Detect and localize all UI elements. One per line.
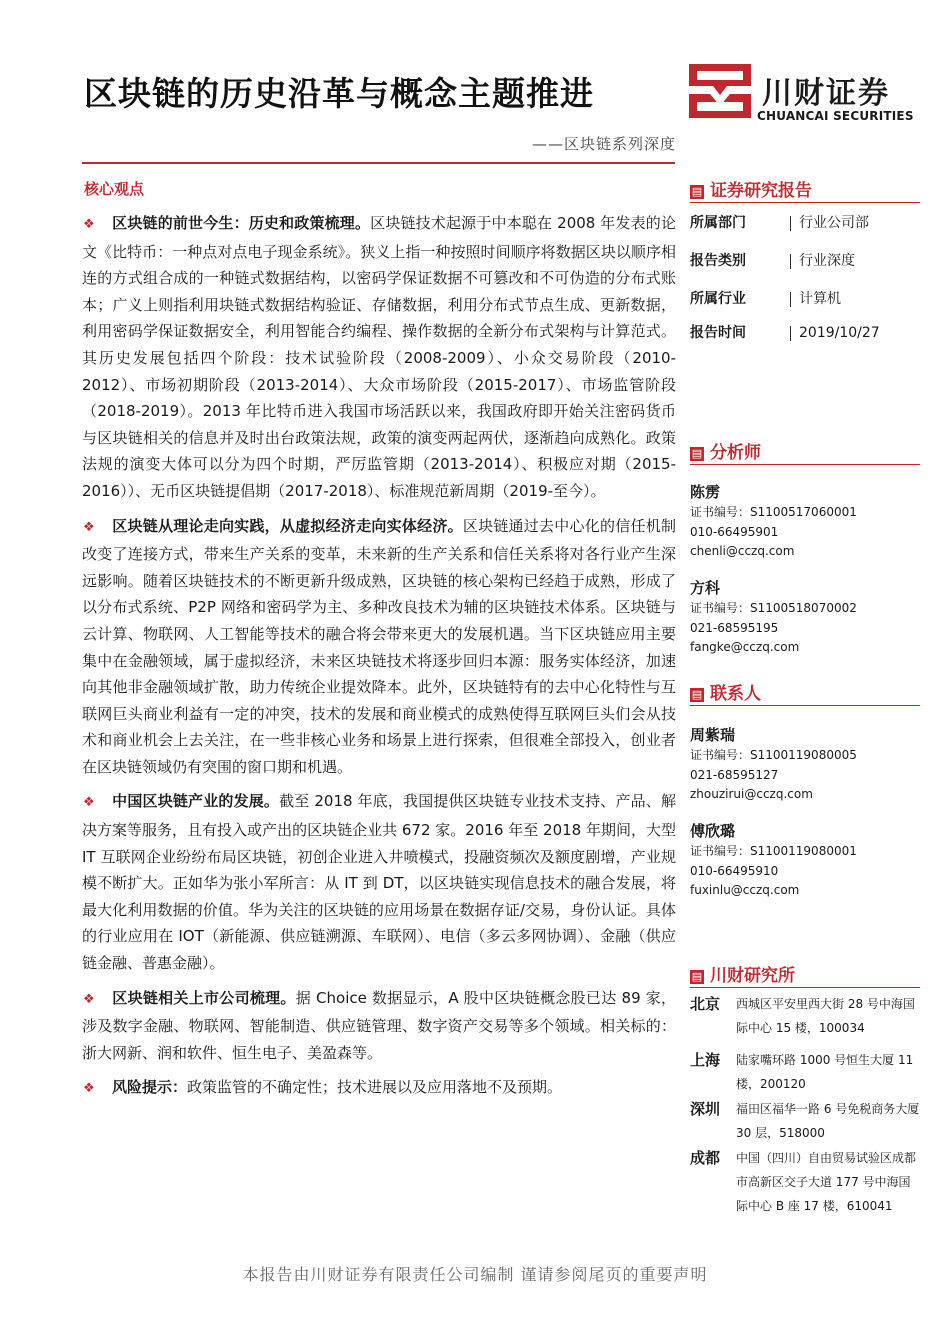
person-phone: 021-68595195 — [690, 620, 779, 635]
info-value: 计算机 — [790, 292, 841, 307]
office-address: 西城区平安里西大街 28 号中海国际中心 15 楼，100034 — [736, 997, 915, 1035]
info-value: 行业深度 — [790, 254, 855, 269]
diamond-bullet-icon: ❖ — [83, 1081, 95, 1097]
info-row-department — [690, 212, 869, 232]
paragraph-lead: 风险提示： — [112, 1078, 188, 1097]
diamond-bullet-icon: ❖ — [83, 991, 95, 1007]
contact-card — [690, 820, 857, 901]
diamond-bullet-icon: ❖ — [83, 795, 95, 811]
sidebar-divider — [690, 464, 920, 465]
person-cert: 证书编号：S1100119080005 — [690, 748, 857, 762]
diamond-bullet-icon: ❖ — [83, 519, 95, 535]
heading-text: 川财研究所 — [710, 966, 795, 986]
core-view-paragraph — [82, 788, 676, 976]
paragraph-lead: 区块链的前世今生：历史和政策梳理。 — [112, 214, 371, 232]
sidebar-divider — [690, 987, 920, 988]
office-address: 中国（四川）自由贸易试验区成都市高新区交子大道 177 号中海国际中心 B 座 17 楼，610041 — [736, 1151, 917, 1213]
diamond-bullet-icon: ❖ — [83, 217, 95, 232]
core-view-paragraph — [82, 513, 676, 781]
office-city: 上海 — [690, 1051, 721, 1069]
office-city: 成都 — [690, 1149, 721, 1167]
chuancai-logo-icon — [689, 64, 751, 118]
section-marker-icon: ▤ — [691, 970, 703, 983]
heading-text: 分析师 — [710, 443, 761, 463]
core-view-paragraph — [82, 1074, 676, 1103]
report-title: 区块链的历史沿革与概念主题推进 — [84, 74, 594, 113]
person-name: 陈雳 — [690, 483, 721, 501]
info-key: 报告时间 — [690, 325, 746, 341]
report-type-heading — [690, 176, 812, 201]
info-row-industry — [690, 288, 841, 308]
section-title-core-views: 核心观点 — [84, 180, 145, 198]
section-marker-icon: ▤ — [691, 185, 703, 198]
person-cert: 证书编号：S1100517060001 — [690, 505, 857, 519]
person-email: zhouzirui@cczq.com — [690, 787, 813, 801]
report-subtitle: ——区块链系列深度 — [531, 135, 676, 153]
core-view-paragraph — [82, 985, 676, 1067]
heading-text: 证券研究报告 — [710, 181, 812, 201]
person-name: 傅欣璐 — [690, 822, 736, 840]
office-city: 深圳 — [690, 1100, 721, 1118]
office-shenzhen — [690, 1097, 920, 1145]
heading-text: 联系人 — [710, 684, 761, 704]
logo-chinese-name: 川财证券 — [762, 76, 890, 111]
paragraph-body: 区块链技术起源于中本聪在 2008 年发表的论文《比特币：一种点对点电子现金系统》。狭义上指一种按照时间顺序将数据区块以顺序相连的方式组合成的一种链式数据结构，以密码学保证数据不可篡改和不可伪造的分布式账本；广义上则指利用块链式数据结构验证、存储数据，利用分布式节点生成、更新数据，利用密码学保证数据安全，利用智能合约编程、操作数据的全新分布式架构与计算范式。其历史发展包括四个阶段：技术试验阶段（2008-2009）、小众交易阶段（2010-2012）、市场初期阶段（2013-2014）、大众市场阶段（2015-2017）、市场监管阶段（2018-2019）。2013 年比特币进入我国市场活跃以来，我国政府即开始关注密码货币与区块链相关的信息并及时出台政策法规，政策的演变两起两伏，逐渐趋向成熟化。政策法规的演变大体可以分为四个时期，严厉监管期（2013-2014）、积极应对期（2015-2016））、无币区块链提倡期（2017-2018）、标准规范新周期（2019-至今）。 — [82, 214, 676, 500]
office-city: 北京 — [690, 995, 721, 1013]
core-views-body — [82, 210, 676, 1111]
info-key: 所属部门 — [690, 215, 746, 231]
person-email: chenli@cczq.com — [690, 544, 795, 558]
person-email: fuxinlu@cczq.com — [690, 883, 800, 897]
section-marker-icon: ▤ — [691, 447, 703, 460]
title-divider — [82, 162, 675, 164]
office-address: 陆家嘴环路 1000 号恒生大厦 11 楼，200120 — [736, 1053, 914, 1091]
info-key: 所属行业 — [690, 291, 746, 307]
info-row-category — [690, 250, 855, 270]
contact-heading — [690, 679, 761, 704]
info-value: 行业公司部 — [790, 216, 869, 231]
sidebar-divider — [690, 202, 920, 203]
info-row-date — [690, 322, 880, 342]
section-marker-icon: ▤ — [691, 688, 703, 701]
person-cert: 证书编号：S1100119080001 — [690, 844, 857, 858]
paragraph-body: 截至 2018 年底，我国提供区块链专业技术支持、产品、解决方案等服务，且有投入或产出的区块链企业共 672 家。2016 年至 2018 年期间，大型 IT 互联网企业纷纷布局区块链，初创企业进入井喷模式，投融资频次及额度剧增，产业规模不断扩大。正如华为张小军所言：从 IT 到 DT，以区块链实现信息技术的融合发展，将最大化利用数据的价值。华为关注的区块链的应用场景在数据存证/交易，身份认证。具体的行业应用在 IOT（新能源、供应链溯源、车联网）、电信（多云多网协调）、金融（供应链金融、普惠金融）。 — [82, 792, 676, 973]
person-phone: 021-68595127 — [690, 767, 779, 782]
sidebar-divider — [690, 705, 920, 706]
person-phone: 010-66495910 — [690, 863, 779, 878]
institute-heading — [690, 961, 795, 986]
person-cert: 证书编号：S1100518070002 — [690, 601, 857, 615]
paragraph-body: 区块链通过去中心化的信任机制改变了连接方式，带来生产关系的变革，未来新的生产关系和信任关系将对各行业产生深远影响。随着区块链技术的不断更新升级成熟，区块链的核心架构已经趋于成熟，形成了以分布式系统、P2P 网络和密码学为主、多种改良技术为辅的区块链技术体系。区块链与云计算、物联网、人工智能等技术的融合将会带来更大的发展机遇。当下区块链应用主要集中在金融领域，属于虚拟经济，未来区块链技术将逐步回归本源：服务实体经济，加速向其他非金融领域扩散，助力传统企业提效降本。此外，区块链特有的去中心化特性与互联网巨头商业利益有一定的冲突，技术的发展和商业模式的成熟使得互联网巨头们会从技术和商业机会上去关注，在一些非核心业务和场景上进行探索，但很难全部投入，创业者在区块链领域仍有突围的窗口期和机遇。 — [82, 516, 676, 776]
office-chengdu — [690, 1146, 920, 1218]
logo-english-name: CHUANCAI SECURITIES — [757, 109, 914, 123]
person-phone: 010-66495901 — [690, 524, 779, 539]
paragraph-lead: 区块链从理论走向实践，从虚拟经济走向实体经济。 — [112, 516, 463, 535]
paragraph-body: 政策监管的不确定性；技术进展以及应用落地不及预期。 — [187, 1078, 563, 1097]
analyst-heading — [690, 438, 761, 463]
analyst-card — [690, 481, 857, 562]
page-footer: 本报告由川财证券有限责任公司编制 谨请参阅尾页的重要声明 — [242, 1265, 708, 1284]
info-value: 2019/10/27 — [790, 326, 880, 341]
analyst-card — [690, 577, 857, 658]
person-email: fangke@cczq.com — [690, 640, 800, 654]
person-name: 方科 — [690, 579, 721, 597]
core-view-paragraph — [82, 210, 676, 505]
office-beijing — [690, 992, 920, 1040]
info-key: 报告类别 — [690, 253, 746, 269]
office-shanghai — [690, 1048, 920, 1096]
person-name: 周紫瑞 — [690, 726, 736, 744]
office-address: 福田区福华一路 6 号免税商务大厦 30 层，518000 — [736, 1102, 920, 1140]
paragraph-body: 据 Choice 数据显示，A 股中区块链概念股已达 89 家，涉及数字金融、物联网、智能制造、供应链管理、数字资产交易等多个领域。相关标的：浙大网新、润和软件、恒生电子、美盈森等。 — [82, 988, 676, 1062]
paragraph-lead: 中国区块链产业的发展。 — [112, 792, 280, 811]
contact-card — [690, 724, 857, 805]
paragraph-lead: 区块链相关上市公司梳理。 — [112, 988, 296, 1007]
